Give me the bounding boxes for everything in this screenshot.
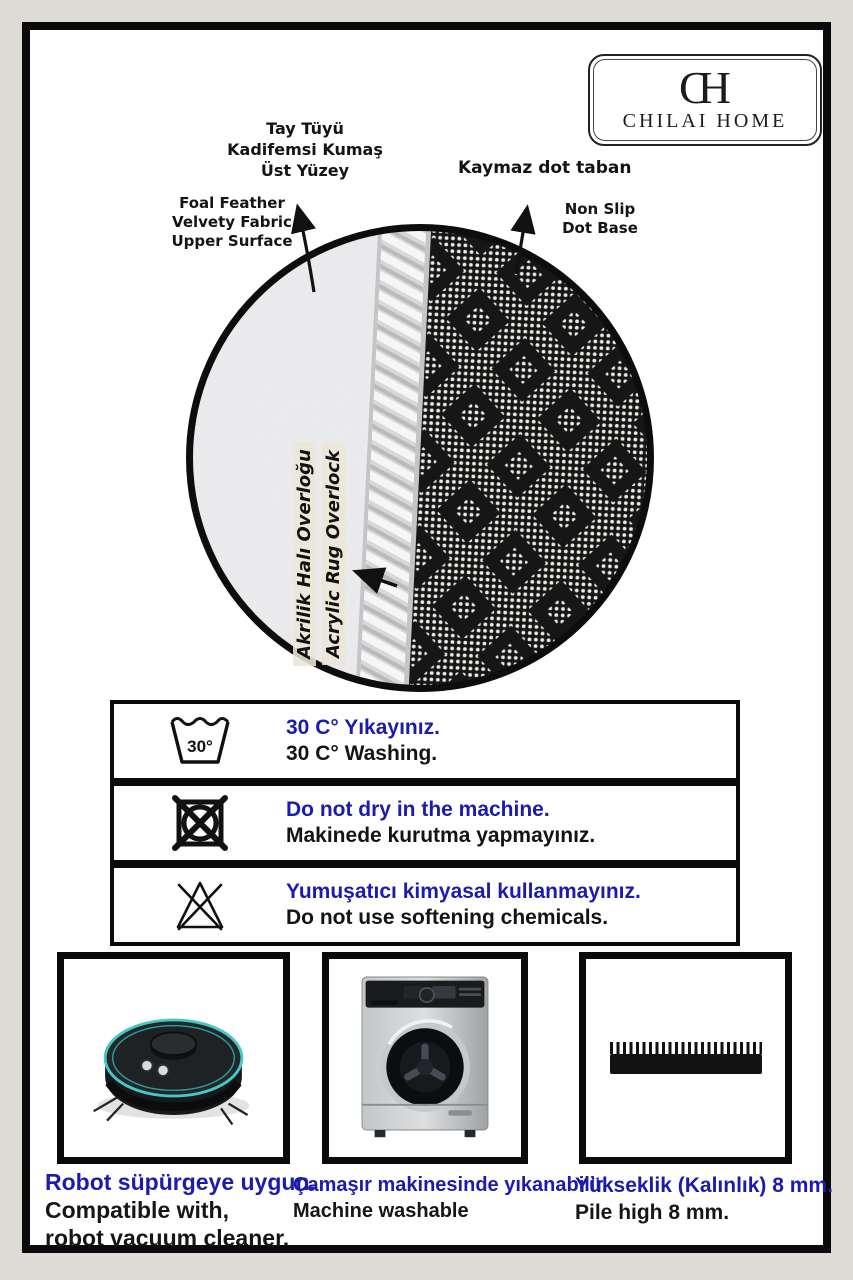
caption-line-en: Pile high 8 mm.	[575, 1201, 730, 1224]
caption-line-en: Machine washable	[293, 1200, 469, 1222]
wash-30-icon	[114, 712, 286, 770]
label-line: Üst Yüzey	[260, 161, 350, 180]
label-line: Tay Tüyü	[266, 119, 344, 138]
machine-washable-caption	[293, 1172, 608, 1224]
wash-temp-label: 30°	[187, 737, 213, 756]
pile-height-caption	[575, 1172, 833, 1226]
care-line-tr: Makinede kurutma yapmayınız.	[286, 824, 596, 847]
label-dot-base-tr: Kaymaz dot taban	[458, 158, 632, 178]
caption-line-tr: Yükseklik (Kalınlık) 8 mm.	[575, 1174, 833, 1197]
label-line: Dot Base	[562, 219, 638, 237]
label-upper-surface-en	[168, 194, 296, 251]
overlock-label-en: Acrylic Rug Overlock	[322, 443, 345, 665]
care-row-no-tumble-dry	[110, 782, 740, 864]
caption-line-en: robot vacuum cleaner.	[45, 1225, 290, 1251]
dot-base-surface	[407, 221, 657, 695]
label-line: Foal Feather	[179, 194, 285, 212]
no-softener-icon	[114, 876, 286, 934]
care-line-en: 30 C° Washing.	[286, 742, 438, 765]
care-line-en: Do not use softening chemicals.	[286, 906, 609, 929]
washing-machine-image-box	[322, 952, 528, 1164]
caption-line-tr: Robot süpürgeye uygun.	[45, 1169, 316, 1195]
care-instructions	[110, 700, 740, 946]
label-line: Non Slip	[564, 200, 636, 218]
overlock-label-tr: Akrilik Halı Overloğu	[293, 442, 316, 666]
pile-height-image-box	[579, 952, 792, 1164]
monogram-h: H	[697, 61, 719, 113]
washing-machine-image	[344, 963, 506, 1153]
brand-monogram	[679, 61, 731, 113]
label-line: Velvety Fabric	[172, 213, 292, 231]
care-row-no-softener	[110, 864, 740, 946]
brand-logo	[588, 54, 822, 146]
care-line-en: Do not dry in the machine.	[286, 798, 550, 821]
pile-height-image	[610, 1042, 762, 1074]
robot-vacuum-image-box	[57, 952, 290, 1164]
caption-line-tr: Çamaşır makinesinde yıkanabilir.	[293, 1174, 608, 1196]
care-line-tr: Yumuşatıcı kimyasal kullanmayınız.	[286, 880, 641, 903]
robot-vacuum-image	[76, 963, 271, 1153]
label-upper-surface-tr	[205, 118, 405, 181]
rug-closeup-photo	[183, 221, 657, 695]
pile-base	[610, 1054, 762, 1074]
brand-logo-inner	[593, 59, 817, 141]
overlock-label	[290, 426, 350, 682]
care-line-tr: 30 C° Yıkayınız.	[286, 716, 440, 739]
label-line: Upper Surface	[171, 232, 293, 250]
no-tumble-dry-icon	[114, 794, 286, 852]
care-row-wash-30	[110, 700, 740, 782]
label-dot-base-en	[556, 200, 644, 238]
brand-name: CHILAI HOME	[622, 109, 788, 132]
pile-teeth	[610, 1042, 762, 1054]
robot-vacuum-caption	[45, 1168, 316, 1252]
label-line: Kadifemsi Kumaş	[227, 140, 383, 159]
caption-line-en: Compatible with,	[45, 1197, 229, 1223]
monogram-c: C	[679, 61, 698, 113]
